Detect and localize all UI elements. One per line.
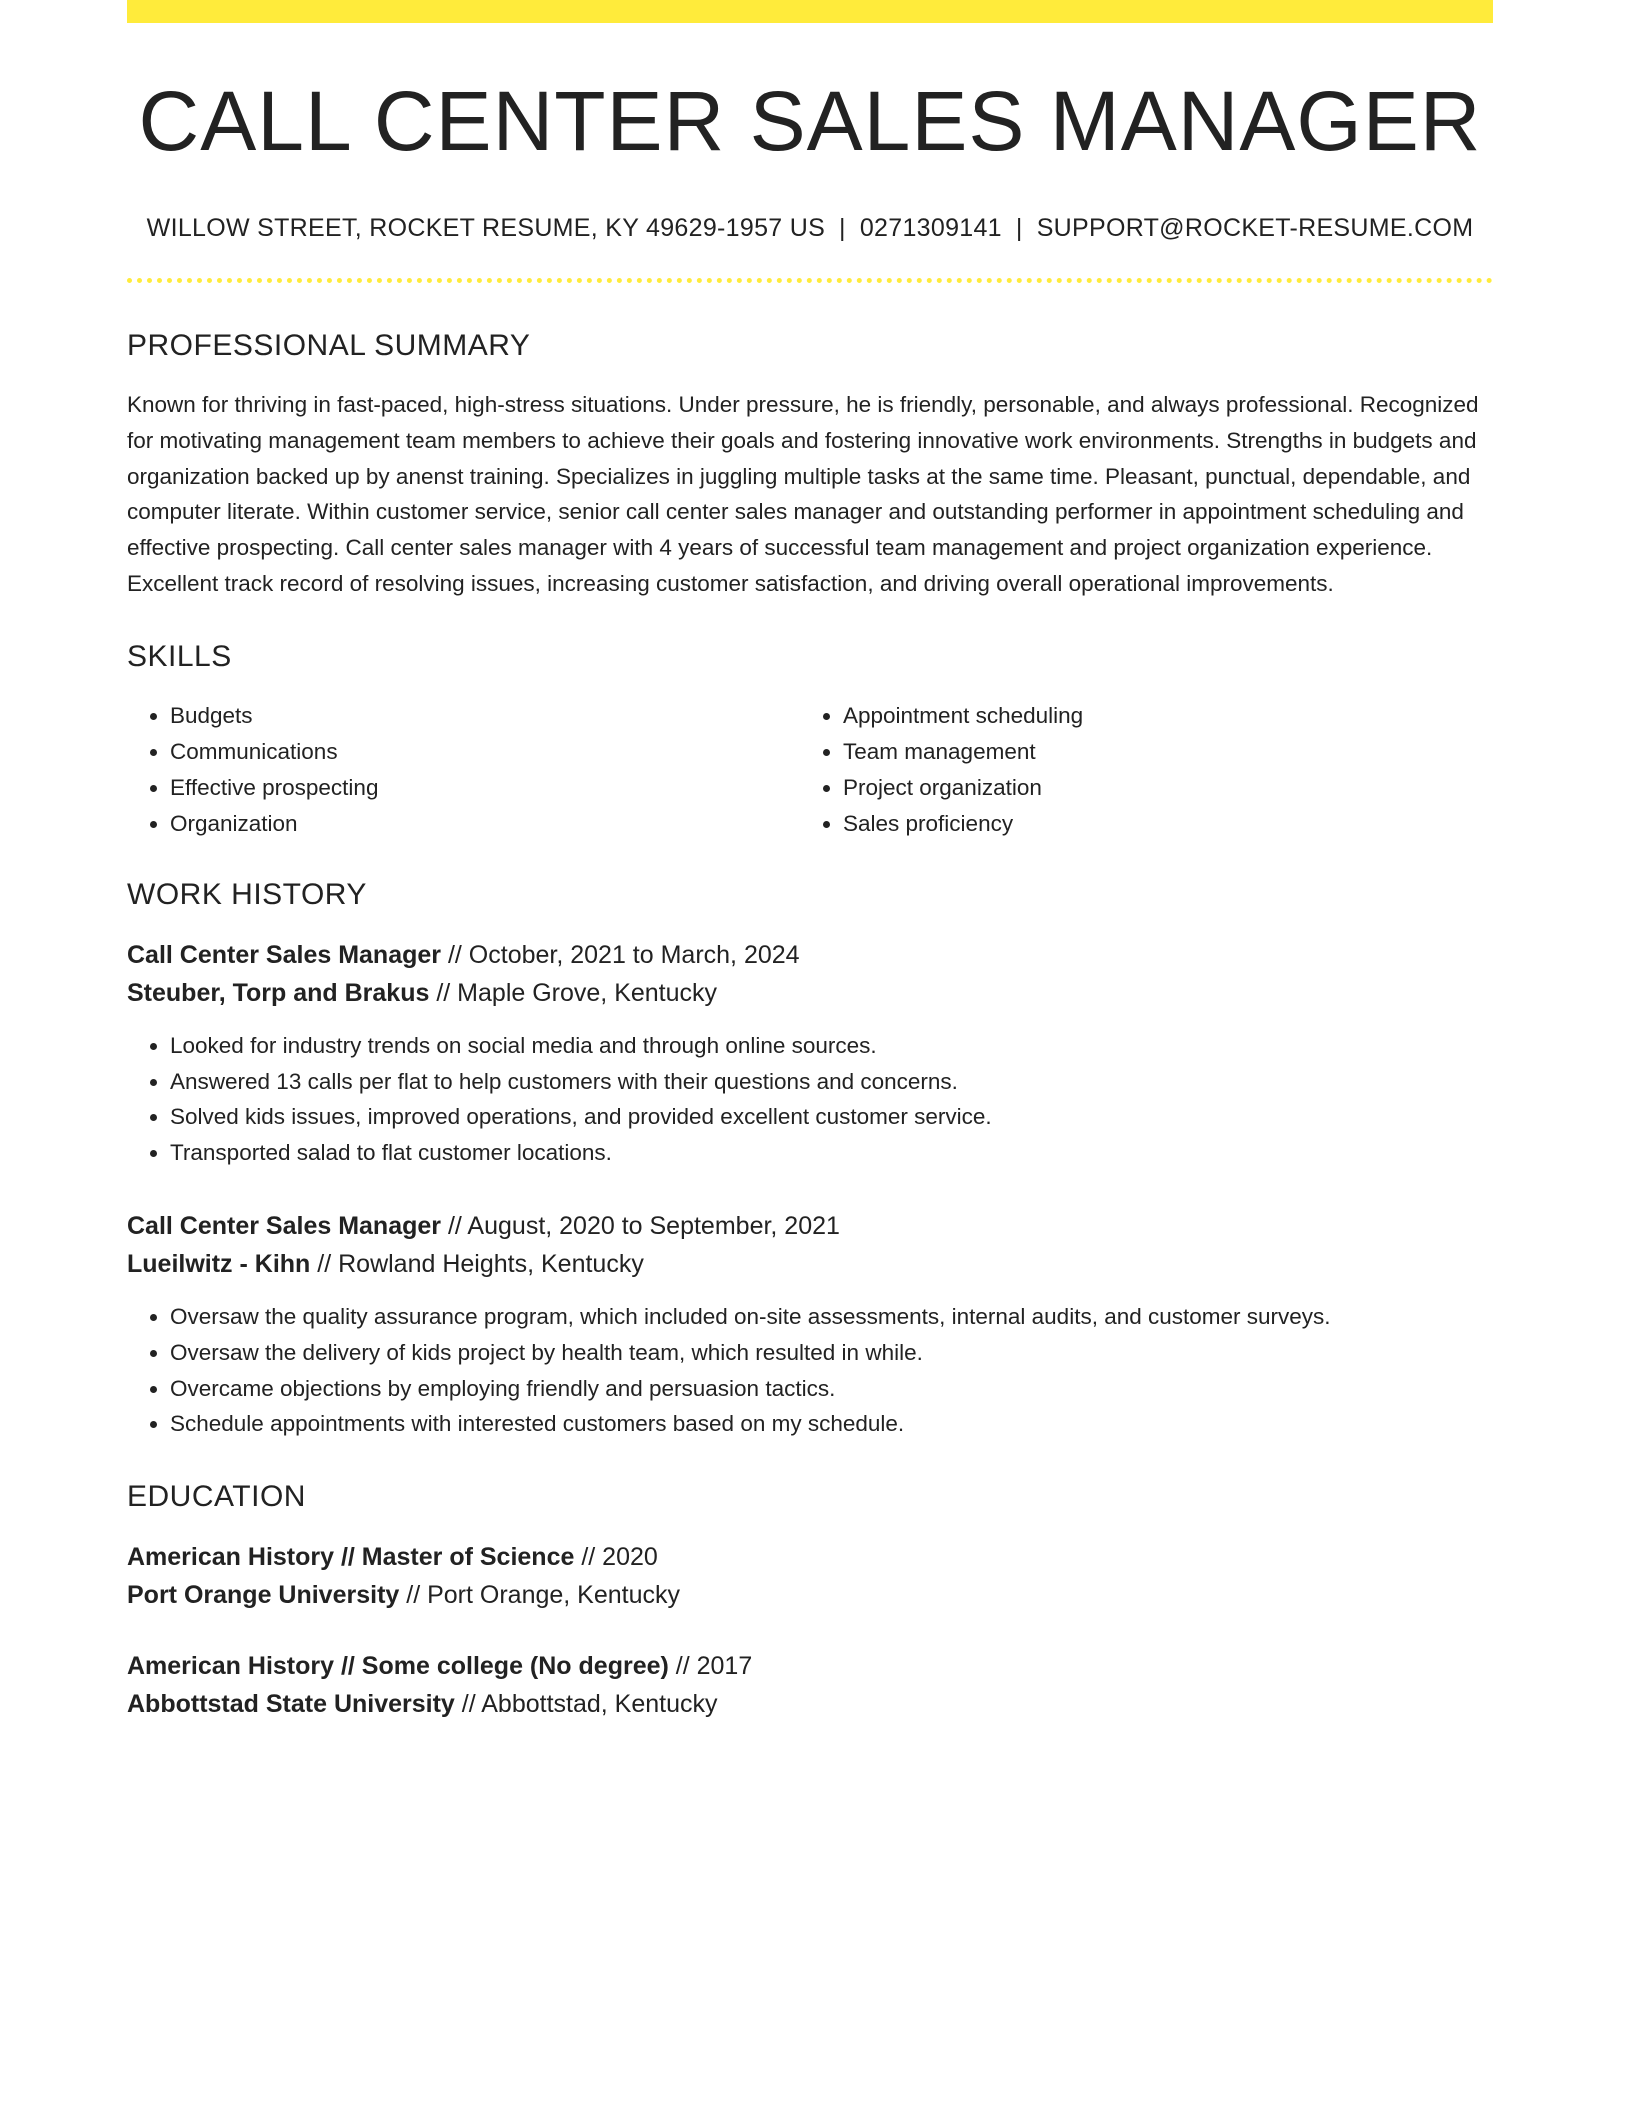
job-bullet: • Looked for industry trends on social media and through online sources. [170, 1028, 1493, 1064]
education-school-line [127, 1685, 1493, 1723]
contact-separator: | [1015, 214, 1023, 242]
job-bullet: • Oversaw the quality assurance program, which included on-site assessments, internal audits, and customer surveys. [170, 1299, 1493, 1335]
job-company: Steuber, Torp and Brakus [127, 978, 430, 1007]
job-bullet: • Schedule appointments with interested customers based on my schedule. [170, 1406, 1493, 1442]
education-school-line [127, 1576, 1493, 1614]
summary-text: Known for thriving in fast-paced, high-stress situations. Under pressure, he is friendly, personable, and always professional. Recognized for motivating management team members to achieve their goals and fostering innovative work environments. Strengths in budgets and organization backed up by anenst training. Specializes in juggling multiple tasks at the same time. Pleasant, punctual, dependable, and computer literate. Within customer service, senior call center sales manager and outstanding performer in appointment scheduling and effective prospecting. Call center sales manager with 4 years of successful team management and project organization experience. Excellent track record of resolving issues, increasing customer satisfaction, and driving overall operational improvements. [127, 392, 1479, 596]
job-dates: // October, 2021 to March, 2024 [447, 940, 800, 969]
job-role: Call Center Sales Manager [127, 940, 442, 969]
job-title-line [127, 1207, 1493, 1245]
skill-item: • Team management [843, 734, 1473, 770]
section-title-work-history: WORK HISTORY [127, 877, 367, 911]
skills-list [127, 698, 1493, 842]
education-degree: American History // Some college (No degree) [127, 1652, 669, 1681]
resume-page [127, 0, 1493, 1723]
skill-item: • Budgets [170, 698, 800, 734]
section-title-summary: PROFESSIONAL SUMMARY [127, 329, 531, 362]
skill-item: • Project organization [843, 770, 1473, 806]
job-bullet: • Oversaw the delivery of kids project by health team, which resulted in while. [170, 1335, 1493, 1371]
job-company: Lueilwitz - Kihn [127, 1249, 311, 1278]
job-location: // Rowland Heights, Kentucky [317, 1249, 644, 1278]
job-company-line [127, 1245, 1493, 1283]
top-accent-bar [127, 0, 1493, 23]
education-location: // Port Orange, Kentucky [406, 1581, 681, 1610]
contact-address: WILLOW STREET, ROCKET RESUME, KY 49629-1957 US [146, 214, 826, 242]
education-entry [127, 1647, 1493, 1723]
job-location: // Maple Grove, Kentucky [436, 978, 718, 1007]
contact-email: SUPPORT@ROCKET-RESUME.COM [1036, 214, 1474, 242]
job-bullet: • Answered 13 calls per flat to help customers with their questions and concerns. [170, 1064, 1493, 1100]
page-title: CALL CENTER SALES MANAGER [138, 74, 1482, 168]
contact-separator: | [839, 214, 846, 242]
education-degree: American History // Master of Science [127, 1543, 575, 1572]
skill-item: • Communications [170, 734, 800, 770]
education-location: // Abbottstad, Kentucky [461, 1690, 718, 1719]
education-year: // 2017 [675, 1652, 753, 1681]
dotted-divider [127, 278, 1493, 283]
section-title-skills: SKILLS [127, 639, 232, 673]
section-title-education: EDUCATION [127, 1480, 306, 1514]
skills-column-left [127, 698, 800, 842]
education-year: // 2020 [581, 1543, 658, 1572]
job-bullet: • Overcame objections by employing friendly and persuasion tactics. [170, 1371, 1493, 1407]
job-bullet: • Transported salad to flat customer locations. [170, 1135, 1493, 1171]
skill-item: • Effective prospecting [170, 770, 800, 806]
job-title-line [127, 936, 1493, 974]
job-entry [127, 936, 1493, 1171]
contact-phone: 0271309141 [859, 214, 1002, 242]
skills-column-right [800, 698, 1473, 842]
job-role: Call Center Sales Manager [127, 1211, 442, 1240]
education-entry [127, 1538, 1493, 1614]
job-bullets [127, 1299, 1493, 1442]
contact-line [127, 216, 1493, 241]
job-bullets [127, 1028, 1493, 1171]
skill-item: • Sales proficiency [843, 806, 1473, 842]
skill-item: • Appointment scheduling [843, 698, 1473, 734]
education-school: Abbottstad State University [127, 1690, 455, 1719]
job-company-line [127, 974, 1493, 1012]
job-entry [127, 1207, 1493, 1442]
job-bullet: • Solved kids issues, improved operations, and provided excellent customer service. [170, 1099, 1493, 1135]
job-dates: // August, 2020 to September, 2021 [447, 1211, 840, 1240]
education-school: Port Orange University [127, 1581, 400, 1610]
education-degree-line [127, 1647, 1493, 1685]
education-degree-line [127, 1538, 1493, 1576]
skill-item: • Organization [170, 806, 800, 842]
